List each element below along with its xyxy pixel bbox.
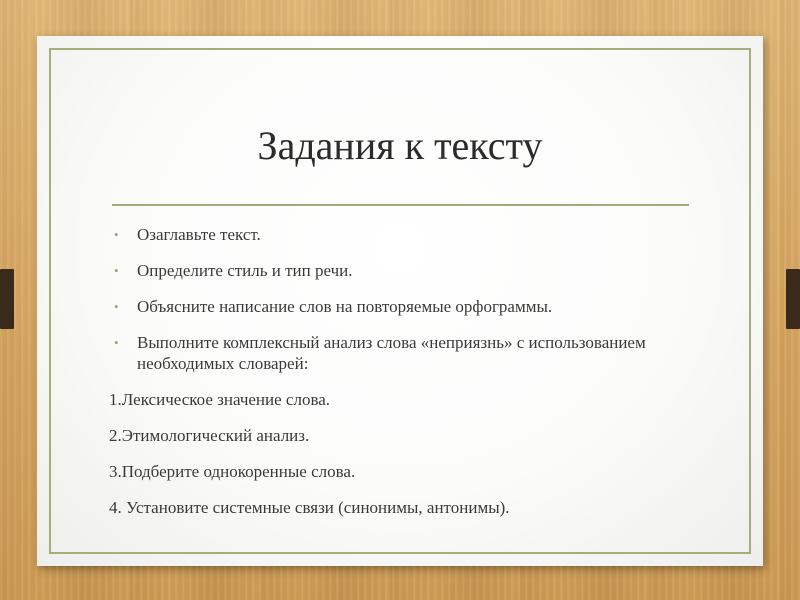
bullet-text: Объясните написание слов на повторяемые орфограммы. (137, 297, 553, 316)
title-divider (112, 204, 689, 206)
numbered-item: 3.Подберите однокоренные слова. (109, 462, 356, 481)
numbered-item: 4. Установите системные связи (синонимы, антонимы). (109, 498, 510, 517)
numbered-item: 1.Лексическое значение слова. (109, 390, 331, 409)
slide-content (111, 224, 711, 533)
bullet-dot-icon: • (114, 299, 119, 314)
bullet-item (111, 332, 711, 374)
bullet-text: Определите стиль и тип речи. (137, 261, 353, 280)
bullet-item (111, 260, 711, 281)
bullet-dot-icon: • (114, 335, 119, 350)
left-edge-tab (0, 269, 14, 329)
bullet-dot-icon: • (114, 263, 119, 278)
bullet-dot-icon: • (114, 227, 119, 242)
right-edge-tab (786, 269, 800, 329)
bullet-text: Озаглавьте текст. (137, 225, 261, 244)
slide (37, 36, 763, 566)
bullet-item (111, 296, 711, 317)
slide-title: Задания к тексту (257, 123, 543, 168)
bullet-text: Выполните комплексный анализ слова «неприязнь» с использованием необходимых словарей: (137, 333, 646, 373)
bullet-item (111, 224, 711, 245)
numbered-item: 2.Этимологический анализ. (109, 426, 310, 445)
